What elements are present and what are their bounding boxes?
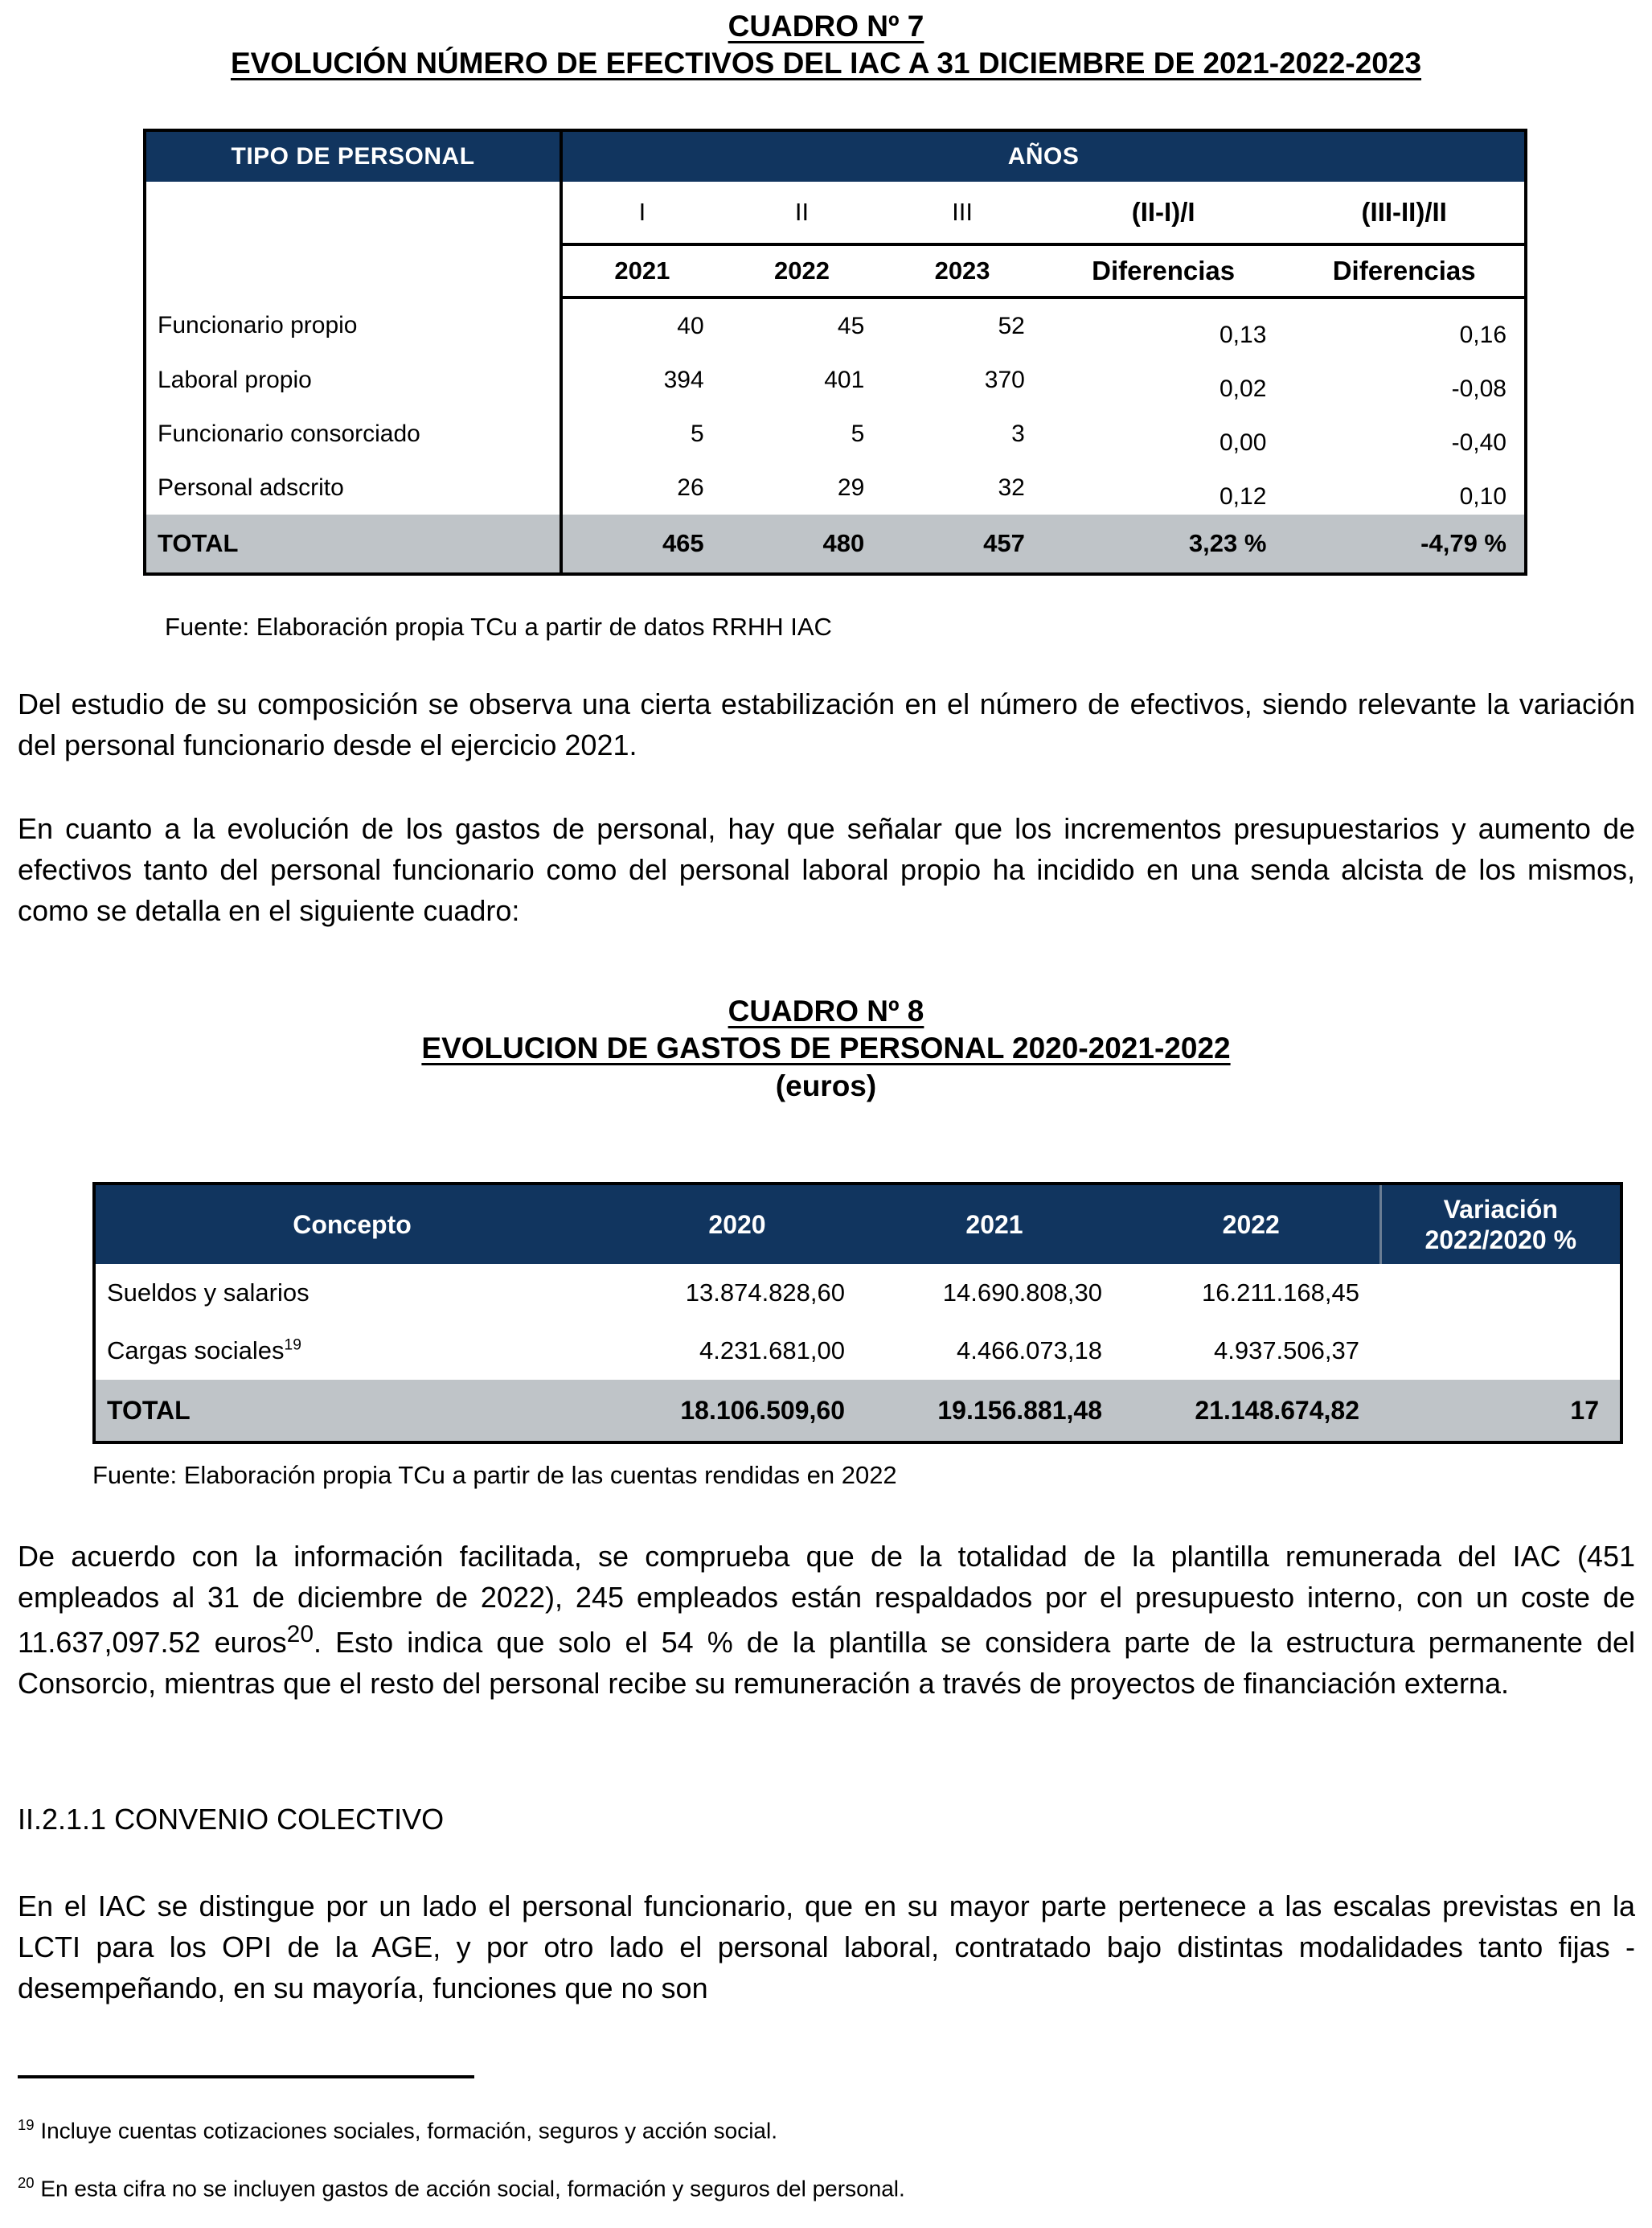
cell-2021: 5 bbox=[690, 420, 704, 447]
cuadro8-source: Fuente: Elaboración propia TCu a partir de las cuentas rendidas en 2022 bbox=[92, 1461, 897, 1489]
cell-diff-2: -0,40 bbox=[1451, 429, 1506, 456]
total-2021: 19.156.881,48 bbox=[866, 1380, 1123, 1442]
row-label bbox=[94, 1264, 609, 1322]
total-label: TOTAL bbox=[145, 515, 561, 574]
year-2021: 2021 bbox=[561, 244, 722, 297]
diff-head-1: (II-I)/I bbox=[1043, 182, 1285, 244]
row-label: Funcionario consorciado bbox=[145, 407, 561, 461]
footnote-19-text: Incluye cuentas cotizaciones sociales, formación, seguros y acción social. bbox=[40, 2118, 777, 2144]
total-2022: 21.148.674,82 bbox=[1123, 1380, 1380, 1442]
footnote-20 bbox=[18, 2173, 1384, 2205]
header-variacion bbox=[1380, 1184, 1621, 1264]
cuadro8-title-line1: CUADRO Nº 8 bbox=[728, 995, 924, 1028]
paragraph-estabilizacion: Del estudio de su composición se observa una cierta estabilización en el número de efectivos, siendo relevante la variación del personal funcionario desde el ejercicio 2021. bbox=[18, 687, 1635, 762]
footnote-separator bbox=[18, 2075, 474, 2078]
roman-i: I bbox=[561, 182, 722, 244]
cuadro7-title-line2: EVOLUCIÓN NÚMERO DE EFECTIVOS DEL IAC A 31 DICIEMBRE DE 2021-2022-2023 bbox=[230, 47, 1422, 80]
cuadro7-table-wrapper bbox=[143, 129, 1527, 576]
cuadro7-title bbox=[0, 8, 1652, 83]
row-label-text: Cargas sociales bbox=[107, 1336, 285, 1364]
cuadro8-title-line2: EVOLUCION DE GASTOS DE PERSONAL 2020-2021-2022 bbox=[421, 1032, 1231, 1065]
cell-2022: 5 bbox=[851, 420, 865, 447]
table-total-row bbox=[94, 1380, 1621, 1442]
cell-2021: 40 bbox=[677, 312, 704, 339]
header-2020: 2020 bbox=[708, 1209, 766, 1239]
cell-diff-2: 0,16 bbox=[1459, 321, 1506, 348]
cell-2022: 4.937.506,37 bbox=[1213, 1336, 1359, 1364]
table-row bbox=[145, 297, 1526, 353]
cell-2023: 3 bbox=[1011, 420, 1025, 447]
cell-2021: 26 bbox=[677, 474, 704, 501]
cell-2023: 52 bbox=[998, 312, 1025, 339]
diff-head-2: (III-II)/II bbox=[1284, 182, 1526, 244]
total-diff-1: 3,23 % bbox=[1043, 515, 1285, 574]
roman-ii: II bbox=[722, 182, 883, 244]
section-heading-convenio-colectivo: II.2.1.1 CONVENIO COLECTIVO bbox=[18, 1803, 445, 1836]
paragraph-convenio-colectivo: En el IAC se distingue por un lado el personal funcionario, que en su mayor parte pertenece a las escalas previstas en la LCTI para los OPI de la AGE, y por otro lado el personal laboral, contratado bajo distintas modalidades tanto fijas -desempeñando, en su mayoría, funciones que no son bbox=[18, 1889, 1635, 2005]
cuadro7-title-line1: CUADRO Nº 7 bbox=[728, 10, 924, 43]
table-row bbox=[145, 353, 1526, 407]
cell-2021: 14.690.808,30 bbox=[942, 1278, 1102, 1307]
header-tipo-personal: TIPO DE PERSONAL bbox=[145, 130, 561, 182]
diff-sub-2: Diferencias bbox=[1284, 244, 1526, 297]
cell-diff-1: 0,00 bbox=[1220, 429, 1267, 456]
paragraph-plantilla-remunerada bbox=[18, 1536, 1635, 1704]
roman-iii: III bbox=[882, 182, 1043, 244]
total-2022: 480 bbox=[722, 515, 883, 574]
cell-diff-1: 0,02 bbox=[1220, 375, 1267, 402]
table-total-row bbox=[145, 515, 1526, 574]
cell-2023: 370 bbox=[984, 366, 1025, 393]
cuadro7-table bbox=[143, 129, 1527, 576]
row-label: Laboral propio bbox=[145, 353, 561, 407]
cell-2022: 45 bbox=[837, 312, 865, 339]
row-label-text: Sueldos y salarios bbox=[107, 1278, 309, 1307]
row-label: Personal adscrito bbox=[145, 461, 561, 515]
cell-diff-1: 0,13 bbox=[1220, 321, 1267, 348]
cell-diff-2: -0,08 bbox=[1451, 375, 1506, 402]
header-variacion-line1: Variación bbox=[1443, 1194, 1558, 1224]
row-label bbox=[94, 1322, 609, 1380]
cuadro8-table bbox=[92, 1182, 1623, 1444]
cell-diff-2: 0,10 bbox=[1459, 482, 1506, 510]
paragraph3-pre: De acuerdo con la información facilitada, se comprueba que de la totalidad de la plantilla remunerada del IAC (451 empleados al 31 de diciembre de 2022), 245 empleados están respaldados por el presupuesto interno, con un coste de 11.637,097.52 euros bbox=[18, 1540, 1635, 1660]
table-header-band bbox=[145, 130, 1526, 182]
roman-blank-cell bbox=[145, 182, 561, 297]
header-2022: 2022 bbox=[1222, 1209, 1280, 1239]
cell-variacion bbox=[1380, 1264, 1621, 1322]
table-row bbox=[94, 1264, 1621, 1322]
cuadro7-source: Fuente: Elaboración propia TCu a partir de datos RRHH IAC bbox=[165, 613, 832, 641]
table-row bbox=[145, 461, 1526, 515]
paragraph-gastos-personal: En cuanto a la evolución de los gastos de personal, hay que señalar que los incrementos presupuestarios y aumento de efectivos tanto del personal funcionario como del personal laboral propio ha incidido en una senda alcista de los mismos, como se detalla en el siguiente cuadro: bbox=[18, 812, 1635, 928]
footnote-20-text: En esta cifra no se incluyen gastos de acción social, formación y seguros del personal. bbox=[40, 2176, 905, 2201]
footnote-19 bbox=[18, 2115, 1384, 2148]
paragraph3-post: . Esto indica que solo el 54 % de la plantilla se considera parte de la estructura permanente del Consorcio, mientras que el resto del personal recibe su remuneración a través de proyectos de financiación externa. bbox=[18, 1626, 1636, 1701]
table-roman-row bbox=[145, 182, 1526, 244]
footnote-19-marker: 19 bbox=[18, 2116, 35, 2133]
cell-2020: 4.231.681,00 bbox=[699, 1336, 845, 1364]
cell-2023: 32 bbox=[998, 474, 1025, 501]
footnote-marker-19: 19 bbox=[284, 1336, 301, 1354]
cell-2021: 394 bbox=[663, 366, 704, 393]
header-variacion-line2: 2022/2020 % bbox=[1424, 1225, 1577, 1254]
footnote-20-marker: 20 bbox=[18, 2174, 35, 2191]
footnote-marker-20: 20 bbox=[286, 1621, 314, 1648]
table-row bbox=[94, 1322, 1621, 1380]
cell-2022: 29 bbox=[837, 474, 865, 501]
header-2021: 2021 bbox=[965, 1209, 1023, 1239]
total-diff-2: -4,79 % bbox=[1284, 515, 1526, 574]
table-row bbox=[145, 407, 1526, 461]
diff-sub-1: Diferencias bbox=[1043, 244, 1285, 297]
cell-2022: 401 bbox=[824, 366, 865, 393]
total-label: TOTAL bbox=[94, 1380, 609, 1442]
year-2023: 2023 bbox=[882, 244, 1043, 297]
cuadro8-title-line3: (euros) bbox=[775, 1069, 877, 1102]
header-anios: AÑOS bbox=[561, 130, 1526, 182]
cell-2021: 4.466.073,18 bbox=[956, 1336, 1102, 1364]
cuadro8-title bbox=[0, 993, 1652, 1105]
cuadro8-header-row bbox=[94, 1184, 1621, 1264]
cell-2020: 13.874.828,60 bbox=[685, 1278, 845, 1307]
year-2022: 2022 bbox=[722, 244, 883, 297]
cell-2022: 16.211.168,45 bbox=[1202, 1278, 1359, 1307]
cell-variacion bbox=[1380, 1322, 1621, 1380]
cell-diff-1: 0,12 bbox=[1220, 482, 1267, 510]
row-label: Funcionario propio bbox=[145, 297, 561, 353]
total-2021: 465 bbox=[561, 515, 722, 574]
cuadro8-table-wrapper bbox=[92, 1182, 1620, 1444]
header-concepto: Concepto bbox=[293, 1209, 412, 1239]
total-2023: 457 bbox=[882, 515, 1043, 574]
total-2020: 18.106.509,60 bbox=[609, 1380, 866, 1442]
total-variacion: 17 bbox=[1380, 1380, 1621, 1442]
